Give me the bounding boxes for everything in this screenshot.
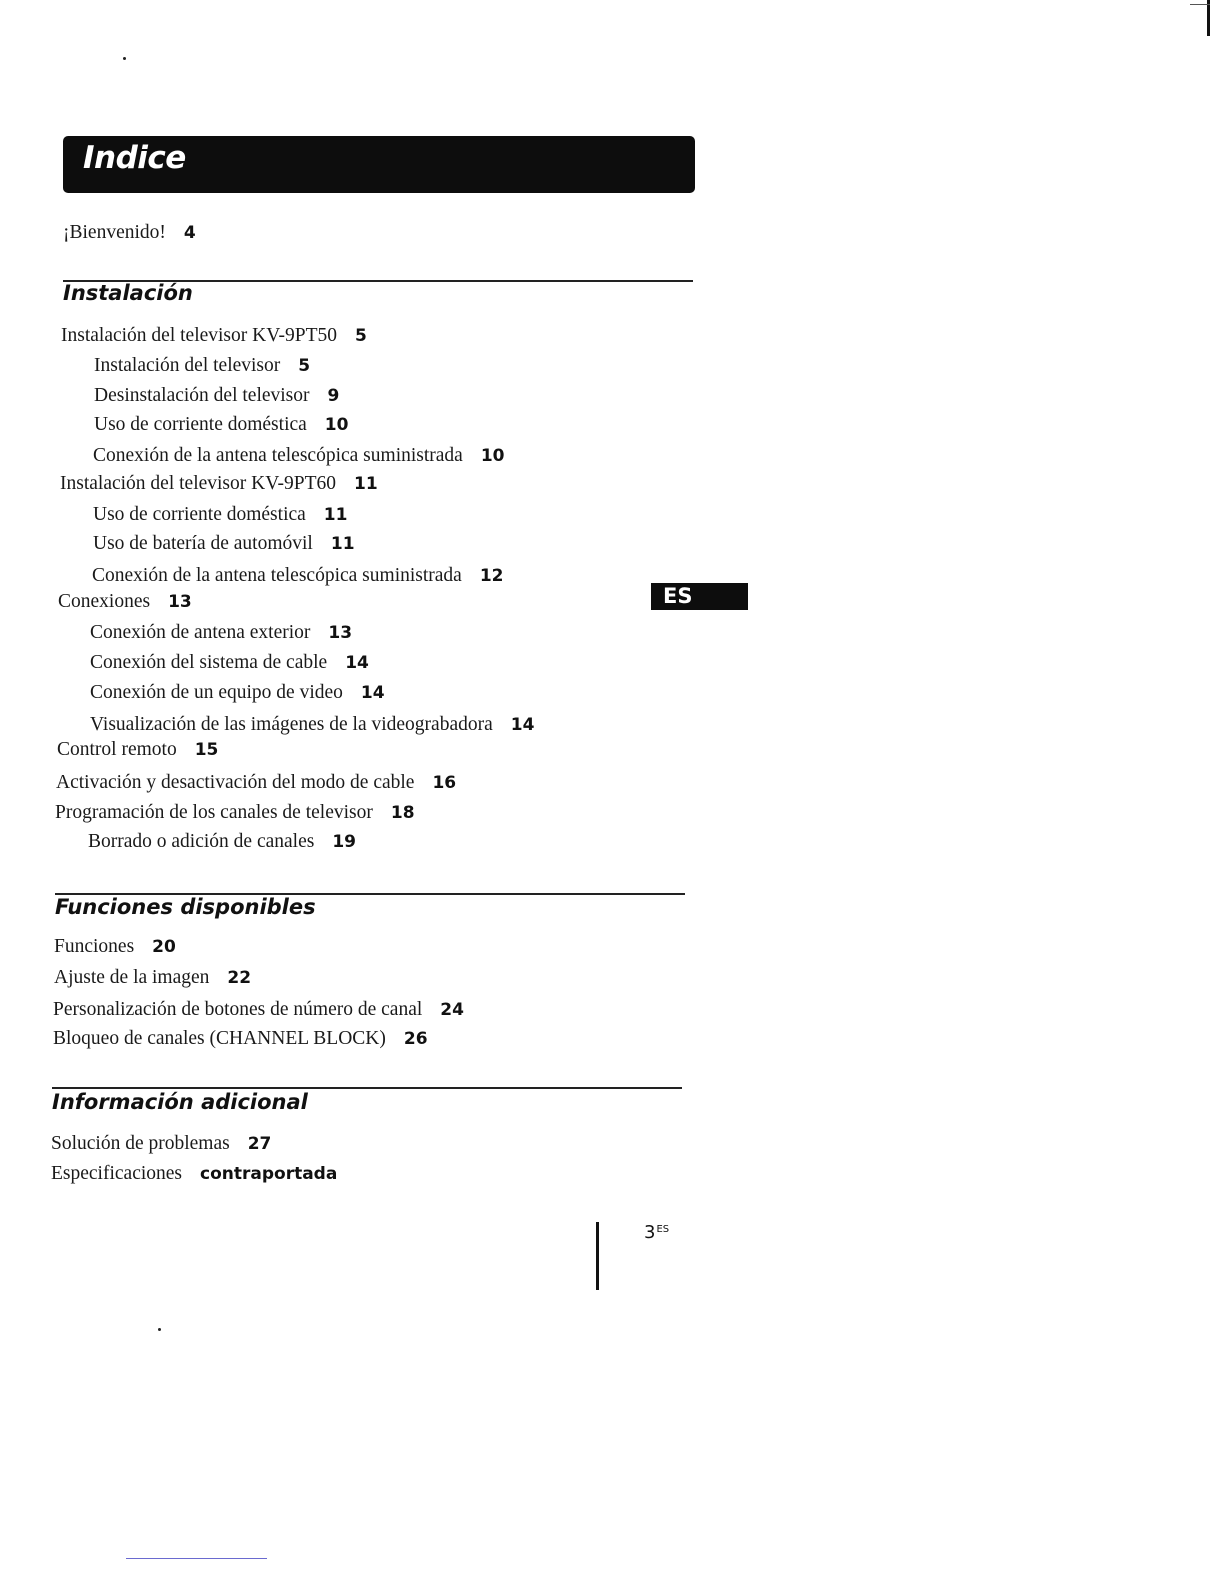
toc-entry-page: 14 [360, 683, 385, 703]
toc-entry-label: ¡Bienvenido! [63, 222, 166, 243]
toc-entry-page: 5 [298, 356, 311, 376]
crop-line [1190, 4, 1210, 5]
toc-entry[interactable] [90, 681, 385, 705]
toc-entry-label: Uso de corriente doméstica [94, 414, 307, 435]
toc-entry[interactable] [53, 1027, 428, 1051]
toc-entry[interactable] [56, 771, 456, 795]
toc-entry[interactable] [90, 621, 352, 645]
toc-entry-page: 4 [183, 223, 196, 243]
toc-entry-label: Activación y desactivación del modo de cable [56, 772, 415, 793]
toc-entry-label: Conexión de un equipo de video [90, 682, 343, 703]
page-number-suffix: ES [656, 1224, 670, 1235]
toc-entry[interactable] [90, 651, 369, 675]
toc-entry-page: 16 [432, 773, 457, 793]
toc-entry[interactable] [57, 738, 218, 762]
language-tab-label: ES [663, 584, 693, 608]
speck [158, 1328, 161, 1331]
toc-entry-page: 19 [332, 832, 356, 852]
page-title: Indice [83, 140, 186, 176]
toc-entry-page: 11 [330, 534, 355, 554]
toc-entry-page: 9 [327, 386, 340, 406]
toc-entry-label: Conexión del sistema de cable [90, 652, 328, 673]
page-number-value: 3 [644, 1222, 656, 1243]
toc-entry-page: 22 [227, 968, 252, 988]
toc-entry[interactable] [54, 935, 176, 959]
toc-entry-page: 13 [168, 592, 192, 612]
page-number [644, 1222, 669, 1243]
toc-entry-label: Conexión de la antena telescópica suministrada [93, 445, 463, 466]
section-heading-instalacion: Instalación [63, 281, 193, 305]
toc-entry[interactable] [93, 503, 347, 527]
toc-entry-page: 5 [355, 326, 367, 346]
toc-entry-page: 27 [247, 1134, 272, 1154]
page-title-bar [63, 136, 695, 193]
toc-entry[interactable] [61, 324, 367, 348]
toc-entry[interactable] [54, 966, 251, 990]
speck [123, 57, 126, 60]
toc-entry-page: 15 [194, 740, 219, 760]
toc-entry-label: Conexión de antena exterior [90, 622, 311, 643]
language-tab [651, 583, 748, 610]
section-heading-informacion: Información adicional [52, 1090, 308, 1114]
toc-entry[interactable] [55, 801, 415, 825]
toc-entry[interactable] [51, 1132, 271, 1156]
toc-entry-page: 20 [152, 937, 176, 957]
section-heading-funciones: Funciones disponibles [55, 895, 316, 919]
toc-entry-label: Conexiones [58, 591, 151, 612]
toc-entry-page: contraportada [200, 1164, 338, 1184]
toc-entry-page: 18 [390, 803, 415, 823]
section-rule [52, 1087, 682, 1089]
footer-line [126, 1558, 267, 1559]
toc-entry[interactable] [92, 564, 504, 588]
toc-entry-page: 10 [480, 446, 505, 466]
toc-entry[interactable] [90, 713, 534, 737]
toc-entry-label: Bloqueo de canales (CHANNEL BLOCK) [53, 1028, 386, 1049]
toc-entry-page: 14 [345, 653, 369, 673]
toc-entry-label: Instalación del televisor KV-9PT50 [61, 325, 338, 346]
toc-entry-label: Desinstalación del televisor [94, 385, 310, 406]
toc-entry-label: Funciones [54, 936, 135, 957]
toc-entry-page: 11 [354, 474, 378, 494]
toc-entry-label: Personalización de botones de número de canal [53, 999, 423, 1020]
toc-entry-label: Solución de problemas [51, 1133, 230, 1154]
toc-entry[interactable] [58, 590, 192, 614]
toc-entry-label: Uso de batería de automóvil [93, 533, 313, 554]
toc-entry-label: Control remoto [57, 739, 177, 760]
toc-entry[interactable] [94, 384, 339, 408]
toc-entry-page: 10 [324, 415, 349, 435]
toc-entry[interactable] [51, 1162, 337, 1186]
toc-entry-label: Visualización de las imágenes de la videograbadora [90, 714, 493, 735]
toc-entry[interactable] [93, 444, 505, 468]
toc-entry-page: 13 [328, 623, 353, 643]
toc-entry-label: Conexión de la antena telescópica suministrada [92, 565, 462, 586]
toc-entry[interactable] [88, 830, 356, 854]
toc-entry-label: Instalación del televisor [94, 355, 281, 376]
toc-entry-page: 11 [323, 505, 348, 525]
toc-entry-page: 24 [440, 1000, 464, 1020]
toc-entry-label: Programación de los canales de televisor [55, 802, 373, 823]
toc-entry[interactable] [93, 532, 355, 556]
toc-entry-label: Especificaciones [51, 1163, 183, 1184]
crop-mark [1207, 0, 1210, 36]
toc-entry-label: Ajuste de la imagen [54, 967, 210, 988]
toc-entry-page: 14 [510, 715, 535, 735]
page-number-bar [596, 1222, 599, 1290]
toc-entry[interactable] [94, 354, 310, 378]
toc-entry-page: 26 [403, 1029, 428, 1049]
toc-entry[interactable] [53, 998, 464, 1022]
toc-entry[interactable] [94, 413, 348, 437]
toc-entry-bienvenido[interactable] [63, 221, 196, 245]
toc-entry-label: Instalación del televisor KV-9PT60 [60, 473, 337, 494]
toc-entry-label: Uso de corriente doméstica [93, 504, 306, 525]
toc-entry[interactable] [60, 472, 378, 496]
toc-entry-page: 12 [479, 566, 504, 586]
toc-entry-label: Borrado o adición de canales [88, 831, 315, 852]
